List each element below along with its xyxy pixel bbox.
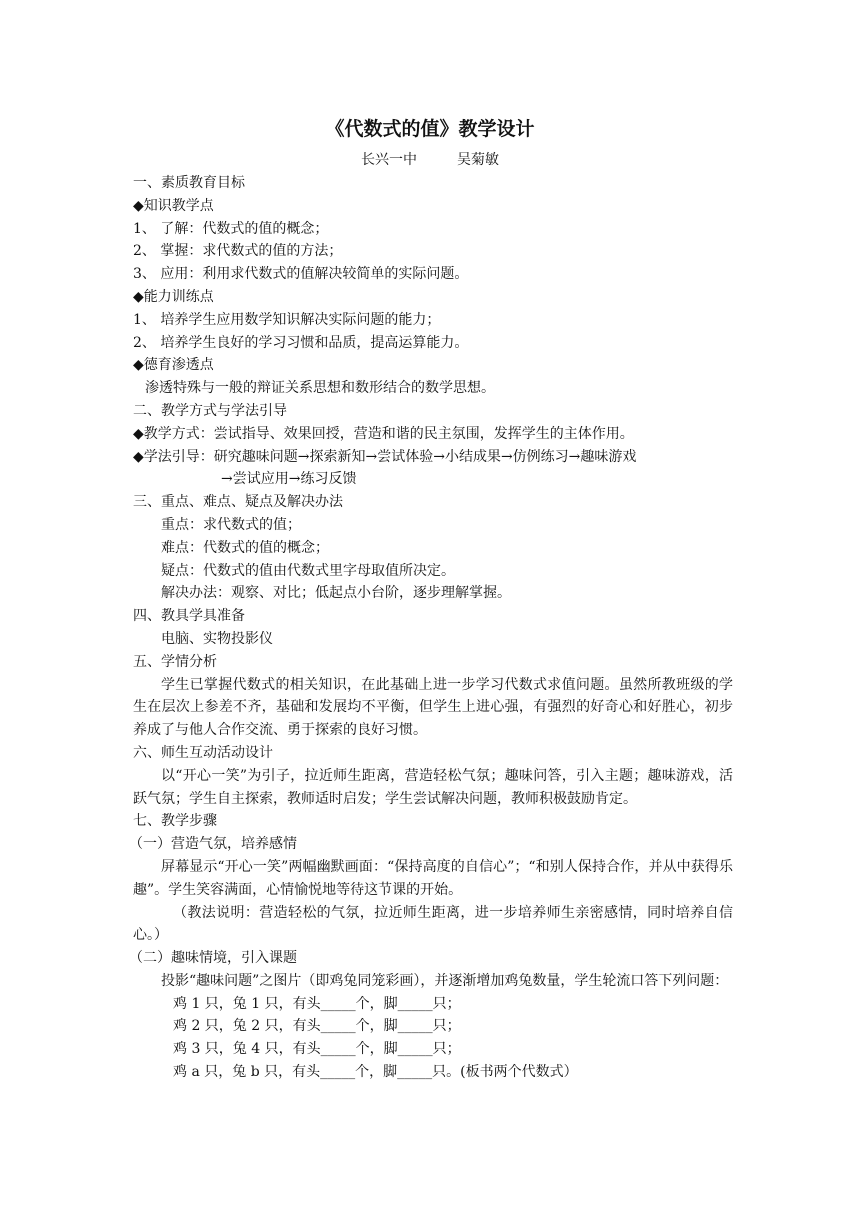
subsection-heading: ◆德育渗透点 (133, 357, 214, 374)
section-heading: 七、教学步骤 (133, 813, 217, 830)
subsection-heading: ◆知识教学点 (133, 197, 214, 214)
author-line: 长兴一中 吴菊敏 (360, 152, 500, 168)
paragraph-note: （教法说明：营造轻松的气氛，拉近师生距离，进一步培养师生亲密感情，同时培养自信心。） (133, 904, 733, 944)
step-heading: （一）营造气氛，培养感情 (129, 836, 297, 853)
text-line: 难点：代数式的值的概念； (161, 539, 329, 556)
step-heading: （二）趣味情境，引入课题 (129, 950, 297, 967)
text-line: ◆学法引导：研究趣味问题→探索新知→尝试体验→小结成果→仿例练习→趣味游戏 (133, 448, 637, 465)
section-heading: 三、重点、难点、疑点及解决办法 (133, 494, 343, 511)
text-line: 电脑、实物投影仪 (161, 630, 273, 647)
list-item: 3、 应用：利用求代数式的值解决较简单的实际问题。 (133, 266, 469, 283)
text-line: ◆教学方式：尝试指导、效果回授，营造和谐的民主氛围，发挥学生的主体作用。 (133, 425, 634, 442)
document-body (129, 172, 733, 1084)
list-item: 2、 培养学生良好的学习习惯和品质，提高运算能力。 (133, 334, 469, 351)
list-item: 1、 培养学生应用数学知识解决实际问题的能力； (133, 311, 441, 328)
text-line: 解决办法：观察、对比；低起点小台阶，逐步理解掌握。 (161, 585, 511, 602)
text-line: 渗透特殊与一般的辩证关系思想和数形结合的数学思想。 (145, 380, 495, 397)
text-line: 重点：求代数式的值； (161, 516, 301, 533)
section-heading: 六、师生互动活动设计 (133, 744, 273, 761)
section-heading: 五、学情分析 (133, 653, 217, 670)
text-line: 疑点：代数式的值由代数式里字母取值所决定。 (161, 562, 455, 579)
list-item: 1、 了解：代数式的值的概念； (133, 220, 329, 237)
exercise-line: 鸡 1 只，兔 1 只，有头_____个，脚_____只； (173, 995, 461, 1012)
exercise-line: 鸡 3 只，兔 4 只，有头_____个，脚_____只； (173, 1041, 461, 1058)
subsection-heading: ◆能力训练点 (133, 288, 214, 305)
paragraph-situation: 学生已掌握代数式的相关知识，在此基础上进一步学习代数式求值问题。虽然所教班级的学生在层次上参差不齐，基础和发展均不平衡，但学生上进心强，有强烈的好奇心和好胜心，初步养成了与他人合作交流、勇于探索的良好习惯。 (133, 676, 733, 739)
paragraph-projection: 投影“趣味问题”之图片（即鸡兔同笼彩画），并逐渐增加鸡兔数量，学生轮流口答下列问题： (161, 972, 729, 989)
section-heading: 一、素质教育目标 (133, 175, 245, 191)
paragraph-interaction: 以“开心一笑”为引子，拉近师生距离，营造轻松气氛；趣味问答，引入主题；趣味游戏，活跃气氛；学生自主探索，教师适时启发；学生尝试解决问题，教师积极鼓励肯定。 (133, 767, 733, 807)
document-title: 《代数式的值》教学设计 (325, 118, 535, 140)
exercise-line: 鸡 2 只，兔 2 只，有头_____个，脚_____只； (173, 1018, 461, 1035)
list-item: 2、 掌握：求代数式的值的方法； (133, 243, 343, 260)
section-heading: 二、教学方式与学法引导 (133, 402, 287, 419)
exercise-line: 鸡 a 只，兔 b 只，有头_____个，脚_____只。(板书两个代数式） (173, 1064, 578, 1081)
section-heading: 四、教具学具准备 (133, 608, 245, 625)
paragraph-screen: 屏幕显示“开心一笑”两幅幽默画面：“保持高度的自信心”；“和别人保持合作，并从中获得乐趣”。学生笑容满面，心情愉悦地等待这节课的开始。 (133, 858, 733, 898)
text-line: →尝试应用→练习反馈 (221, 471, 357, 488)
